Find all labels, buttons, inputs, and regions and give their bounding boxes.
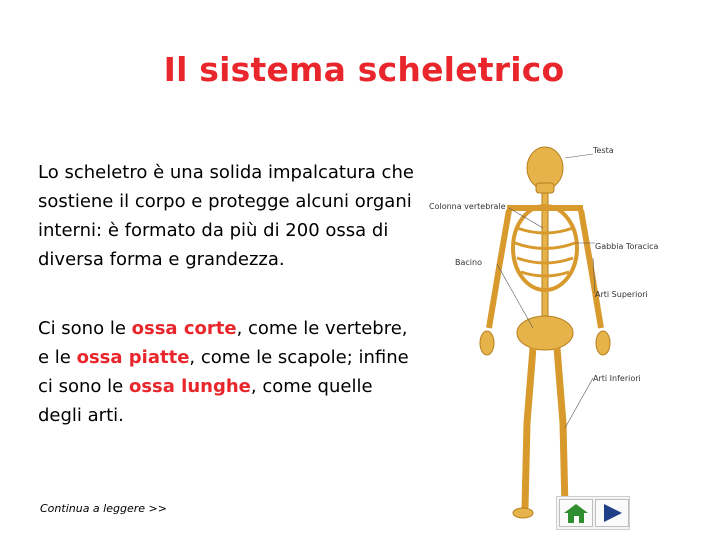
skeleton-figure [425, 138, 705, 538]
label-arti-inferiori: Arti Inferiori [593, 374, 641, 383]
spine [542, 193, 548, 323]
play-right-icon [596, 500, 628, 526]
right-hand [596, 331, 610, 355]
text: , come le vertebre, e le [38, 318, 408, 368]
left-foot [513, 508, 533, 518]
paragraph-bone-types [38, 314, 418, 430]
next-button[interactable] [595, 499, 629, 527]
highlight-ossa-corte: ossa corte [131, 318, 237, 339]
left-leg [525, 348, 533, 508]
label-bacino: Bacino [455, 258, 482, 267]
leader-arti-inferiori [565, 378, 593, 428]
right-leg [557, 348, 565, 508]
label-arti-superiori: Arti Superiori [595, 290, 648, 299]
home-icon [560, 500, 592, 526]
right-arm [581, 210, 601, 328]
leader-testa [565, 154, 593, 158]
text: , come le scapole; infine ci sono le [38, 347, 409, 397]
label-testa: Testa [593, 146, 614, 155]
paragraph-intro: Lo scheletro è una solida impalcatura che sostiene il corpo e protegge alcuni organi interni: è formato da più di 200 ossa di diversa forma e grandezza. [38, 162, 414, 270]
navigation-bar [556, 496, 630, 530]
left-hand [480, 331, 494, 355]
text: , come quelle degli arti. [38, 376, 373, 426]
label-colonna-vertebrale: Colonna vertebrale [429, 202, 506, 211]
pelvis [517, 316, 573, 350]
left-arm [489, 210, 509, 328]
highlight-ossa-piatte: ossa piatte [76, 347, 190, 368]
highlight-ossa-lunghe: ossa lunghe [128, 376, 251, 397]
text: Ci sono le [38, 318, 132, 339]
jaw [536, 183, 554, 193]
home-button[interactable] [559, 499, 593, 527]
label-gabbia-toracica: Gabbia Toracica [595, 242, 659, 251]
continue-reading-link[interactable]: Continua a leggere >> [40, 502, 167, 515]
skeleton-illustration [425, 138, 705, 538]
slide-title: Il sistema scheletrico [163, 50, 565, 89]
